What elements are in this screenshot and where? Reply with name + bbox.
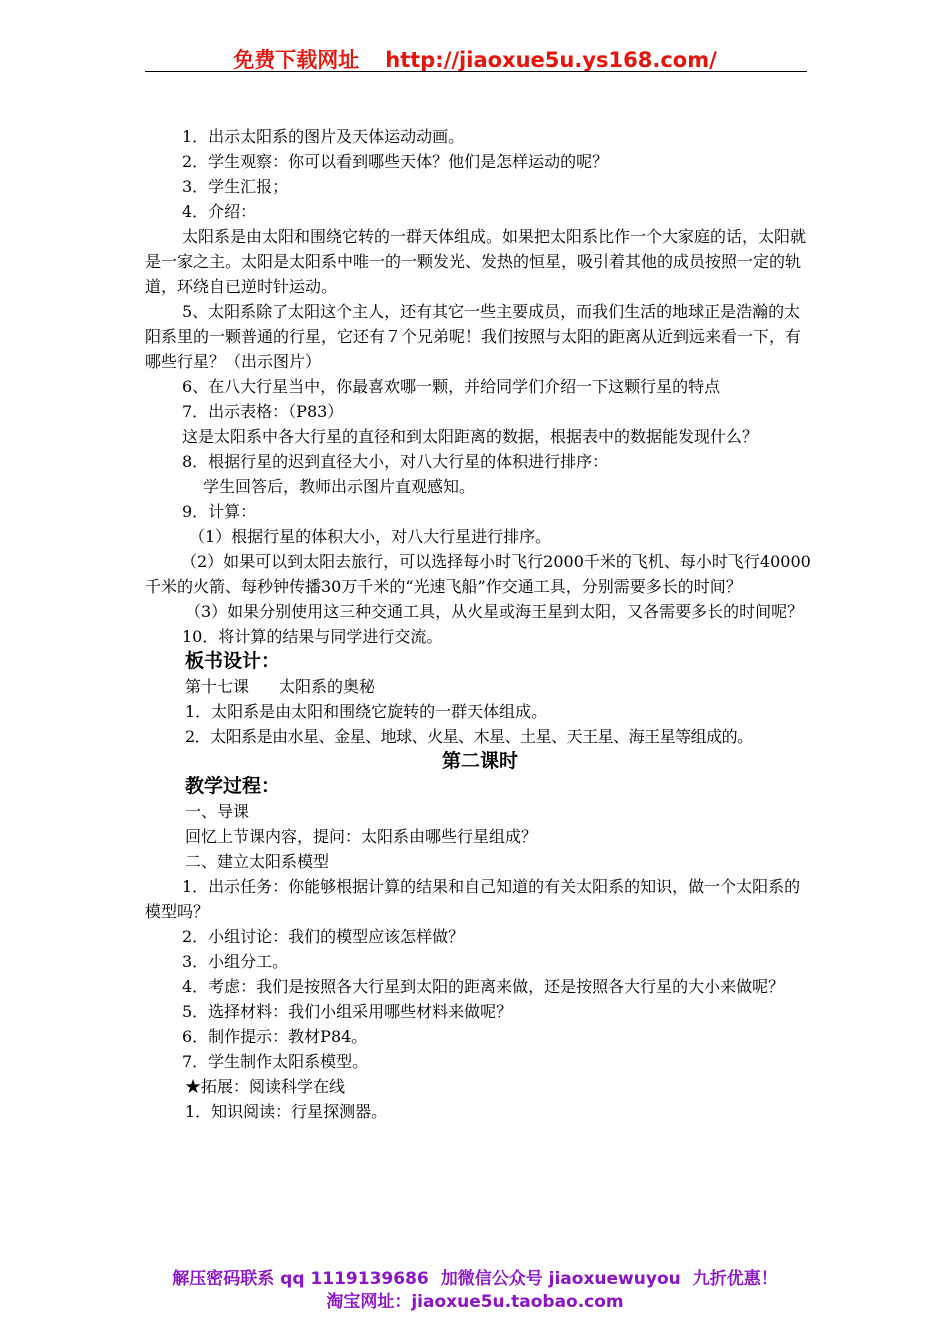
calc-3: （3）如果分别使用这三种交通工具，从火星或海王星到太阳，又各需要多长的时间呢？ bbox=[185, 602, 804, 621]
document-body bbox=[145, 124, 815, 1124]
step-6: 6、在八大行星当中，你最喜欢哪一颗，并给同学们介绍一下这颗行星的特点 bbox=[182, 377, 721, 396]
step-4: 4．介绍： bbox=[182, 202, 257, 221]
lesson2-line-2: 回忆上节课内容，提问：太阳系由哪些行星组成？ bbox=[185, 827, 538, 846]
header-url-link[interactable]: http://jiaoxue5u.ys168.com/ bbox=[385, 48, 717, 72]
table-paragraph: 这是太阳系中各大行星的直径和到太阳距离的数据，根据表中的数据能发现什么？ bbox=[182, 427, 759, 446]
header-label: 免费下载网址 bbox=[233, 48, 360, 72]
lesson2-line-3: 二、建立太阳系模型 bbox=[185, 852, 330, 871]
board-title bbox=[145, 674, 815, 699]
board-lesson: 第十七课 bbox=[185, 677, 250, 696]
step-1: 1．出示太阳系的图片及天体运动动画。 bbox=[182, 127, 465, 146]
lesson2-reading: 1．知识阅读：行星探测器。 bbox=[185, 1102, 388, 1121]
step-3: 3．学生汇报； bbox=[182, 177, 289, 196]
step-8-note: 学生回答后，教师出示图片直观感知。 bbox=[203, 477, 476, 496]
calc-2: （2）如果可以到太阳去旅行，可以选择每小时飞行2000千米的飞机、每小时飞行40000千米的火箭、每秒钟传播30万千米的“光速飞船”作交通工具，分别需要多长的时间？ bbox=[145, 552, 811, 596]
lesson2-discuss: 2．小组讨论：我们的模型应该怎样做？ bbox=[182, 927, 465, 946]
lesson2-group: 3．小组分工。 bbox=[182, 952, 289, 971]
footer-contact bbox=[0, 1264, 950, 1289]
step-8: 8．根据行星的迟到直径大小，对八大行星的体积进行排序： bbox=[182, 452, 609, 471]
lesson2-line-1: 一、导课 bbox=[185, 802, 250, 821]
footer-qq: 解压密码联系 qq 1119139686 bbox=[172, 1269, 429, 1289]
step-7: 7．出示表格：（P83） bbox=[182, 402, 344, 421]
lesson2-make: 7．学生制作太阳系模型。 bbox=[182, 1052, 369, 1071]
lesson2-title: 第二课时 bbox=[441, 750, 518, 772]
footer-wechat: 加微信公众号 jiaoxuewuyou bbox=[440, 1269, 681, 1289]
board-heading: 板书设计： bbox=[185, 650, 281, 672]
footer-taobao[interactable]: 淘宝网址：jiaoxue5u.taobao.com bbox=[326, 1292, 624, 1312]
step-10: 10．将计算的结果与同学进行交流。 bbox=[182, 627, 443, 646]
board-topic: 太阳系的奥秘 bbox=[279, 677, 376, 696]
step-5: 5、太阳系除了太阳这个主人，还有其它一些主要成员，而我们生活的地球正是浩瀚的太阳系里的一颗普通的行星，它还有７个兄弟呢！我们按照与太阳的距离从近到远来看一下，有哪些行星？（出示图片） bbox=[145, 302, 802, 371]
intro-paragraph: 太阳系是由太阳和围绕它转的一群天体组成。如果把太阳系比作一个大家庭的话，太阳就是一家之主。太阳是太阳系中唯一的一颗发光、发热的恒星，吸引着其他的成员按照一定的轨道，环绕自已逆时针运动。 bbox=[145, 227, 807, 296]
step-9: 9．计算： bbox=[182, 502, 257, 521]
page-header bbox=[0, 44, 950, 74]
footer-discount: 九折优惠！ bbox=[692, 1269, 778, 1289]
lesson2-extension: ★拓展：阅读科学在线 bbox=[185, 1077, 346, 1096]
header-divider bbox=[145, 71, 807, 72]
lesson2-materials: 5．选择材料：我们小组采用哪些材料来做呢？ bbox=[182, 1002, 513, 1021]
board-item-1: 1．太阳系是由太阳和围绕它旋转的一群天体组成。 bbox=[185, 702, 548, 721]
lesson2-consider: 4．考虑：我们是按照各大行星到太阳的距离来做，还是按照各大行星的大小来做呢？ bbox=[182, 977, 785, 996]
lesson2-heading: 教学过程： bbox=[185, 775, 281, 797]
lesson2-tips: 6．制作提示：教材P84。 bbox=[182, 1027, 368, 1046]
calc-1: （1）根据行星的体积大小，对八大行星进行排序。 bbox=[189, 527, 552, 546]
lesson2-task: 1．出示任务：你能够根据计算的结果和自己知道的有关太阳系的知识，做一个太阳系的模型吗？ bbox=[145, 877, 801, 921]
board-item-2: 2．太阳系是由水星、金星、地球、火星、木星、土星、天王星、海王星等组成的。 bbox=[185, 727, 753, 746]
step-2: 2．学生观察：你可以看到哪些天体？他们是怎样运动的呢？ bbox=[182, 152, 609, 171]
